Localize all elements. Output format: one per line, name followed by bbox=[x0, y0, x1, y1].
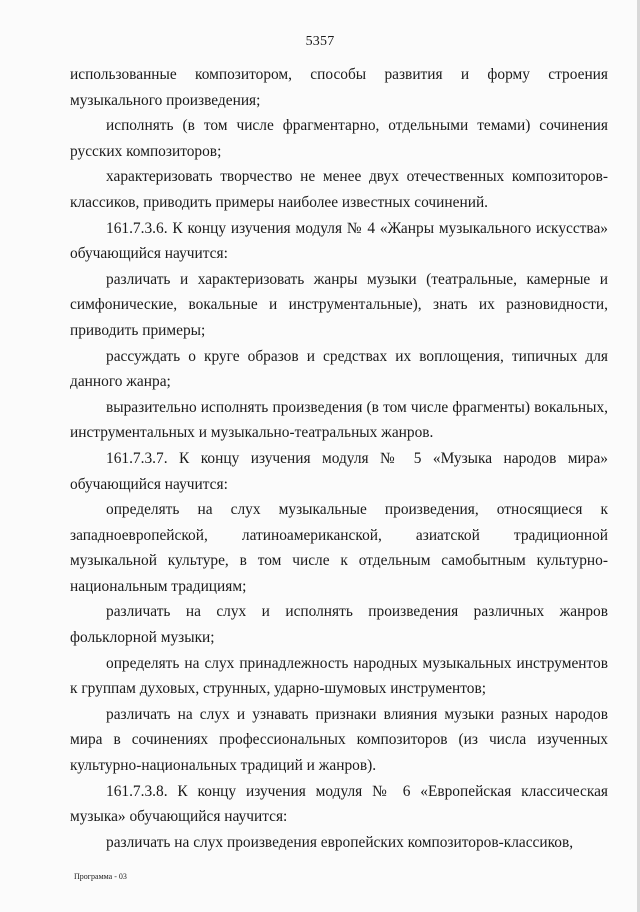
paragraph: характеризовать творчество не менее двух отечественных композиторов-классиков, приводить примеры наиболее известных сочинений. bbox=[70, 168, 608, 211]
paragraph: рассуждать о круге образов и средствах их воплощения, типичных для данного жанра; bbox=[70, 347, 608, 391]
paragraph: выразительно исполнять произведения (в том числе фрагменты) вокальных, инструментальных и музыкально-театральных жанров. bbox=[70, 398, 608, 442]
paragraph: исполнять (в том числе фрагментарно, отдельными темами) сочинения русских композиторов; bbox=[70, 117, 608, 160]
section-heading-paragraph: 161.7.3.7. К концу изучения модуля № 5 «Музыка народов мира» обучающийся научится: bbox=[70, 449, 608, 493]
paragraph: различать на слух произведения европейских композиторов-классиков, bbox=[106, 833, 574, 851]
section-heading-paragraph: 161.7.3.8. К концу изучения модуля № 6 «Европейская классическая музыка» обучающийся научится: bbox=[70, 782, 608, 826]
section-heading-paragraph: 161.7.3.6. К концу изучения модуля № 4 «Жанры музыкального искусства» обучающийся научится: bbox=[70, 219, 608, 263]
paragraph: различать на слух и узнавать признаки влияния музыки разных народов мира в сочинениях профессиональных композиторов (из числа изученных культурно-национальных традиций и жанров). bbox=[70, 705, 608, 775]
paragraph: различать на слух и исполнять произведения различных жанров фольклорной музыки; bbox=[70, 603, 608, 647]
paragraph: различать и характеризовать жанры музыки (театральные, камерные и симфонические, вокальные и инструментальные), знать их разновидности, приводить примеры; bbox=[70, 270, 608, 339]
page-number: 5357 bbox=[305, 34, 335, 49]
footer-label: Программа - 03 bbox=[74, 872, 127, 881]
paragraph: определять на слух принадлежность народных музыкальных инструментов к группам духовых, струнных, ударно-шумовых инструментов; bbox=[70, 654, 608, 698]
paragraph: использованные композитором, способы развития и форму строения музыкального произведения; bbox=[70, 66, 608, 109]
body-text bbox=[70, 62, 608, 855]
paragraph: определять на слух музыкальные произведения, относящиеся к западноевропейской, латиноамериканской, азиатской традиционной музыкальной культуре, в том числе к отдельным самобытным культурно-национальным традициям; bbox=[70, 501, 608, 595]
